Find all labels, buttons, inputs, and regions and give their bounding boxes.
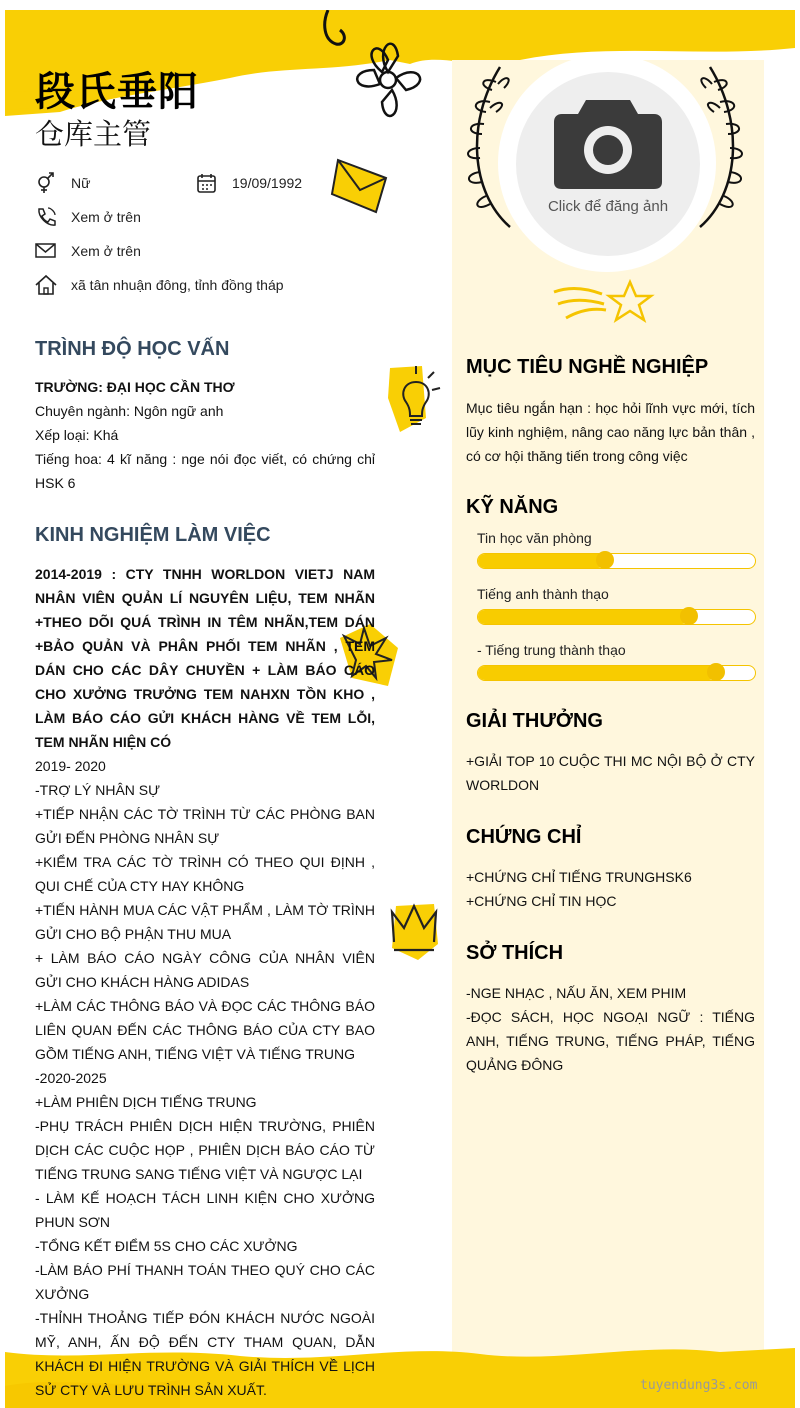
skill-label: - Tiếng trung thành thạo bbox=[477, 642, 626, 658]
envelope-doodle-icon bbox=[330, 150, 390, 220]
lightbulb-doodle-icon bbox=[386, 358, 448, 440]
experience-line: -TRỢ LÝ NHÂN SỰ bbox=[35, 782, 161, 798]
skill-bar-knob[interactable] bbox=[707, 663, 725, 681]
watermark: tuyendung3s.com bbox=[640, 1378, 758, 1393]
awards-heading: GIẢI THƯỞNG bbox=[466, 710, 603, 732]
skill-bar[interactable] bbox=[477, 553, 756, 569]
camera-icon bbox=[552, 94, 664, 190]
skill-bar[interactable] bbox=[477, 609, 756, 625]
skill-bar-knob[interactable] bbox=[596, 551, 614, 569]
skill-bar[interactable] bbox=[477, 665, 756, 681]
job-title: 仓库主管 bbox=[35, 119, 152, 151]
experience-summary: 2014-2019 : CTY TNHH WORLDON VIETJ NAM NHÂN VIÊN QUẢN LÍ NGUYÊN LIỆU, TEM NHÃN +THEO DÕI QUÁ TRÌNH IN TÊM NHÃN,TEM DÁN +BẢO QUẢN VÀ PHÂN PHỐI TEM NHÃN , TEM DÁN CHO CÁC DÂY CHUYỀN + LÀM BÁO CÁO CHO XƯỞNG TRƯỞNG TEM NAHXN TỒN KHO , LÀM BÁO CÁO GỬI KHÁCH HÀNG VỀ TEM LỖI, TEM NHÃN HIỆN CÓ bbox=[35, 566, 375, 750]
skill-bar-fill bbox=[478, 610, 689, 624]
experience-line: +TIẾN HÀNH MUA CÁC VẬT PHẨM , LÀM TỜ TRÌNH GỬI CHO BỘ PHẬN THU MUA bbox=[35, 902, 375, 942]
upload-photo-label[interactable]: Click để đăng ảnh bbox=[547, 198, 669, 215]
hobby-item: -NGE NHẠC , NẤU ĂN, XEM PHIM bbox=[466, 985, 687, 1001]
skills-heading: KỸ NĂNG bbox=[466, 496, 559, 518]
certificate-item: +CHỨNG CHỈ TIN HỌC bbox=[466, 893, 617, 909]
education-school: TRƯỜNG: ĐẠI HỌC CẦN THƠ bbox=[35, 379, 235, 395]
skill-label: Tiếng anh thành thạo bbox=[477, 586, 609, 602]
experience-line: +LÀM CÁC THÔNG BÁO VÀ ĐỌC CÁC THÔNG BÁO LIÊN QUAN ĐẾN CÁC THÔNG BÁO CỦA CTY BAO GỒM TIẾNG ANH, TIẾNG VIỆT VÀ TIẾNG TRUNG bbox=[35, 998, 375, 1062]
experience-line: +TIẾP NHẬN CÁC TỜ TRÌNH TỪ CÁC PHÒNG BAN GỬI ĐẾN PHÒNG NHÂN SỰ bbox=[35, 806, 375, 846]
flower-doodle-icon bbox=[318, 10, 448, 140]
birthday-row bbox=[196, 172, 302, 194]
education-major: Chuyên ngành: Ngôn ngữ anh bbox=[35, 403, 224, 419]
hobby-item: -ĐỌC SÁCH, HỌC NGOẠI NGỮ : TIẾNG ANH, TIẾNG TRUNG, TIẾNG PHÁP, TIẾNG QUẢNG ĐÔNG bbox=[466, 1009, 755, 1073]
skill-label: Tin học văn phòng bbox=[477, 530, 592, 546]
star-doodle-icon bbox=[552, 278, 656, 328]
avatar-upload[interactable] bbox=[516, 72, 700, 256]
skill-bar-knob[interactable] bbox=[680, 607, 698, 625]
gender-icon bbox=[35, 172, 57, 194]
email-value[interactable]: Xem ở trên bbox=[71, 243, 141, 259]
awards-text: +GIẢI TOP 10 CUỘC THI MC NỘI BỘ Ở CTY WORLDON bbox=[466, 753, 755, 793]
experience-line: 2019- 2020 bbox=[35, 758, 106, 774]
address-value[interactable]: xã tân nhuận đông, tỉnh đồng tháp bbox=[71, 277, 284, 293]
calendar-icon bbox=[196, 172, 218, 194]
certificate-item: +CHỨNG CHỈ TIẾNG TRUNGHSK6 bbox=[466, 869, 692, 885]
address-row bbox=[35, 274, 284, 296]
experience-line: -THỈNH THOẢNG TIẾP ĐÓN KHÁCH NƯỚC NGOÀI MỸ, ANH, ẤN ĐỘ ĐẾN CTY THAM QUAN, DẪN KHÁCH ĐI HIỆN TRƯỜNG VÀ GIẢI THÍCH VỀ LỊCH SỬ CTY VÀ LƯU TRÌNH SẢN XUẤT. bbox=[35, 1310, 375, 1398]
email-row bbox=[35, 240, 141, 262]
skill-bar-fill bbox=[478, 666, 716, 680]
gender-row bbox=[35, 172, 90, 194]
hobbies-heading: SỞ THÍCH bbox=[466, 942, 564, 964]
certificates-heading: CHỨNG CHỈ bbox=[466, 826, 582, 848]
experience-line: +LÀM PHIÊN DỊCH TIẾNG TRUNG bbox=[35, 1094, 257, 1110]
experience-heading: KINH NGHIỆM LÀM VIỆC bbox=[35, 524, 271, 546]
experience-line: -LÀM BÁO PHÍ THANH TOÁN THEO QUÝ CHO CÁC XƯỞNG bbox=[35, 1262, 375, 1302]
gender-value[interactable]: Nữ bbox=[71, 175, 91, 191]
objective-text: Mục tiêu ngắn hạn : học hỏi lĩnh vực mới, tích lũy kinh nghiệm, nâng cao năng lực bản thân , có cơ hội thăng tiến trong công việc bbox=[466, 400, 755, 464]
objective-heading: MỤC TIÊU NGHỀ NGHIỆP bbox=[466, 356, 709, 378]
skill-bar-fill bbox=[478, 554, 605, 568]
hobbies-content bbox=[466, 981, 755, 1077]
experience-line: -2020-2025 bbox=[35, 1070, 107, 1086]
birthday-value[interactable]: 19/09/1992 bbox=[232, 175, 303, 191]
experience-content bbox=[35, 562, 375, 1402]
education-grade: Xếp loại: Khá bbox=[35, 427, 119, 443]
education-content bbox=[35, 375, 375, 495]
mail-icon bbox=[35, 240, 57, 262]
experience-line: + LÀM BÁO CÁO NGÀY CÔNG CỦA NHÂN VIÊN GỬI CHO KHÁCH HÀNG ADIDAS bbox=[35, 950, 375, 990]
crown-doodle-icon bbox=[388, 898, 442, 962]
experience-line: -TỔNG KẾT ĐIỂM 5S CHO CÁC XƯỞNG bbox=[35, 1238, 298, 1254]
phone-value[interactable]: Xem ở trên bbox=[71, 209, 141, 225]
education-heading: TRÌNH ĐỘ HỌC VẤN bbox=[35, 338, 230, 360]
experience-line: -PHỤ TRÁCH PHIÊN DỊCH HIỆN TRƯỜNG, PHIÊN DỊCH CÁC CUỘC HỌP , PHIÊN DỊCH BÁO CÁO TỪ TIẾNG TRUNG SANG TIẾNG VIỆT VÀ NGƯỢC LẠI bbox=[35, 1118, 375, 1182]
education-chinese: Tiếng hoa: 4 kĩ năng : nge nói đọc viết, có chứng chỉ HSK 6 bbox=[35, 451, 375, 491]
experience-line: +KIỂM TRA CÁC TỜ TRÌNH CÓ THEO QUI ĐỊNH , QUI CHẾ CỦA CTY HAY KHÔNG bbox=[35, 854, 375, 894]
certificates-content bbox=[466, 865, 755, 913]
experience-line: - LÀM KẾ HOẠCH TÁCH LINH KIỆN CHO XƯỞNG PHUN SƠN bbox=[35, 1190, 375, 1230]
home-icon bbox=[35, 274, 57, 296]
phone-row bbox=[35, 206, 141, 228]
candidate-name: 段氏垂阳 bbox=[35, 70, 199, 114]
phone-icon bbox=[35, 206, 57, 228]
